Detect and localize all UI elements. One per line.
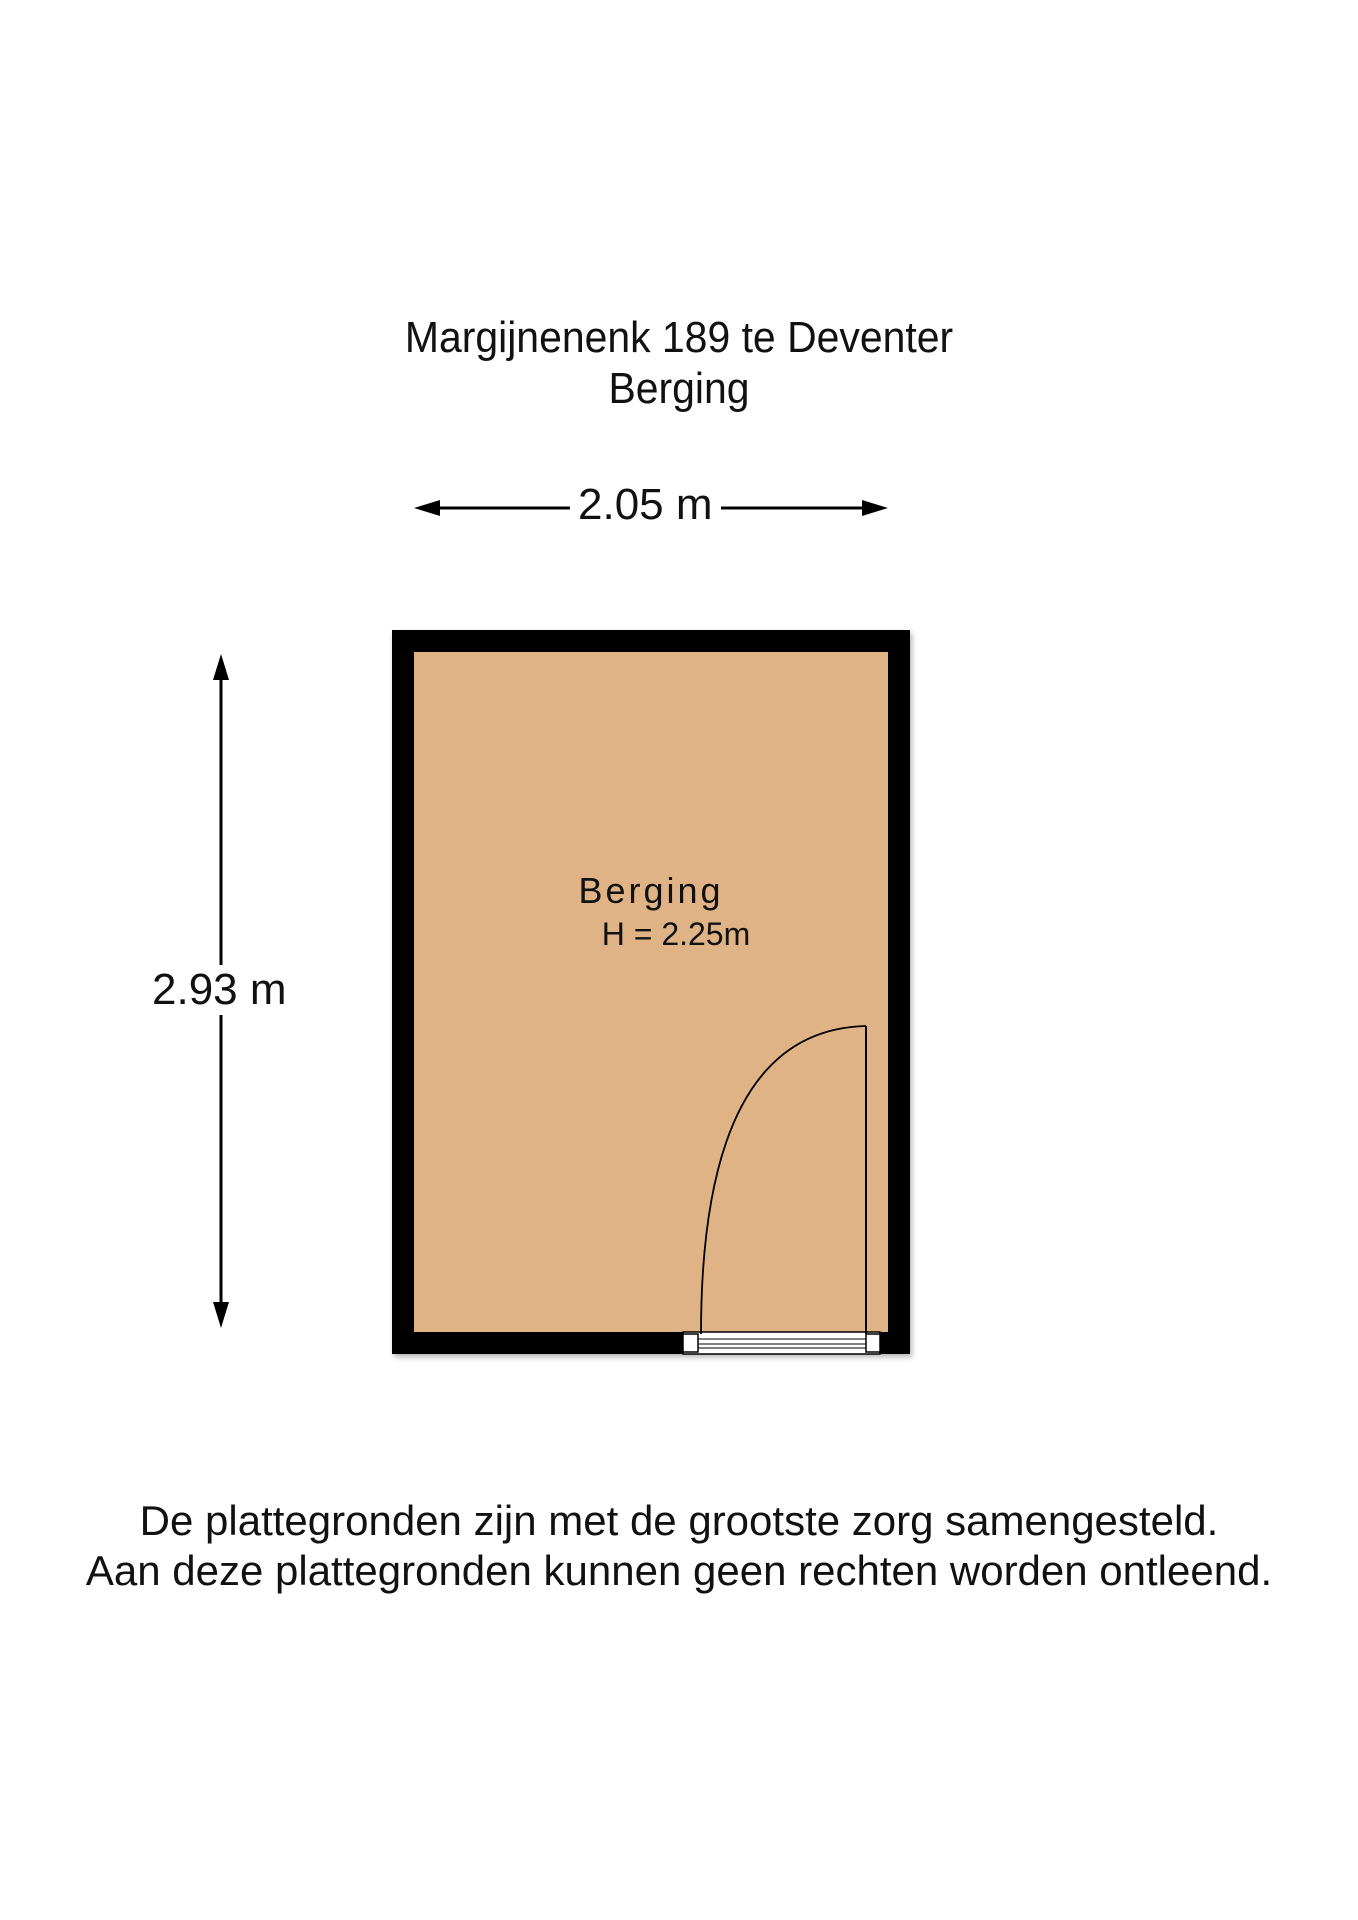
plan-subtitle: Berging <box>608 364 750 413</box>
height-label: 2.93 m <box>144 965 295 1015</box>
width-label: 2.05 m <box>570 480 721 530</box>
room-ceiling-height: H = 2.25m <box>601 916 751 952</box>
arrow-down-icon <box>213 1302 229 1328</box>
plan-title: Margijnenenk 189 te Deventer <box>404 313 954 362</box>
arrow-right-icon <box>862 500 888 516</box>
disclaimer-line-2: Aan deze plattegronden kunnen geen rechten worden ontleend. <box>85 1547 1273 1594</box>
room-name: Berging <box>578 870 724 911</box>
disclaimer-line-1: De plattegronden zijn met de grootste zorg samengesteld. <box>139 1497 1219 1544</box>
arrow-left-icon <box>414 500 440 516</box>
room-floor <box>414 652 888 1332</box>
arrow-up-icon <box>213 654 229 680</box>
